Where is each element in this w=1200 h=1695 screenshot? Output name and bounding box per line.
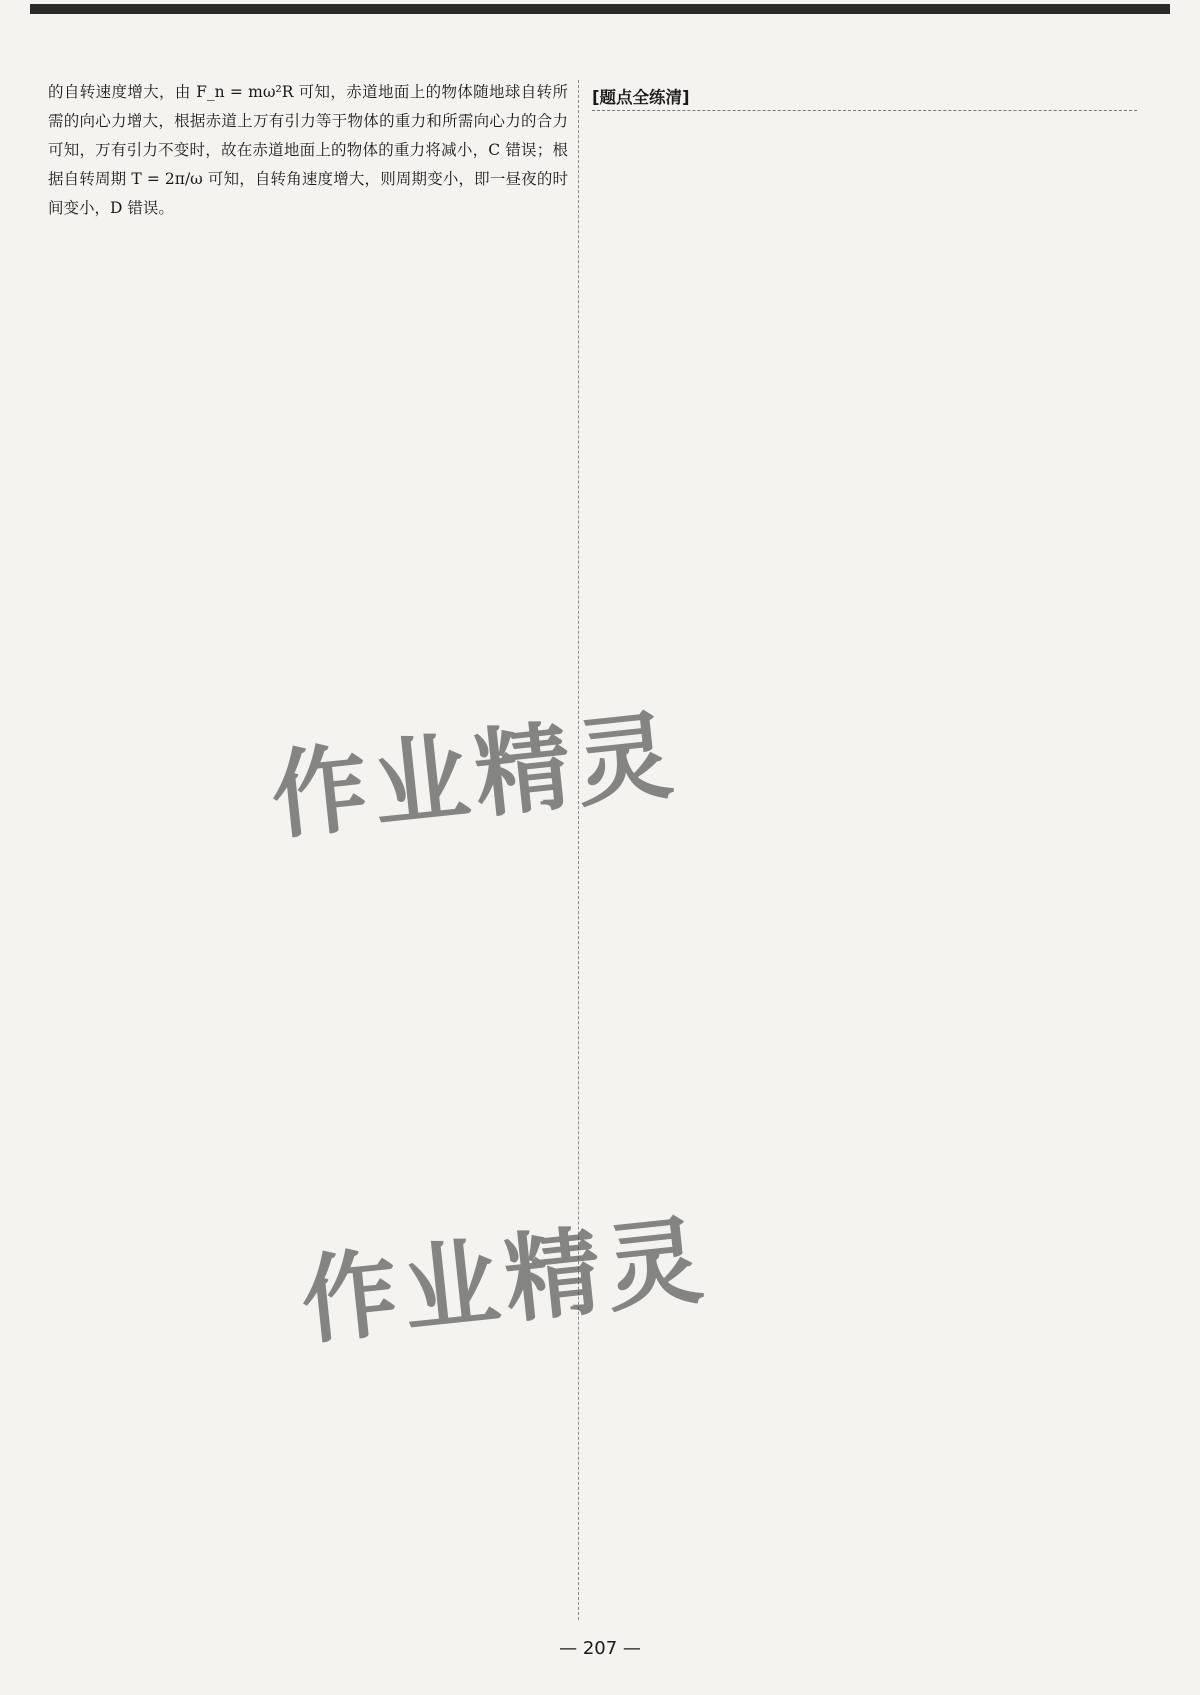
watermark: 作业精灵 (266, 698, 684, 853)
column-divider (578, 80, 579, 1620)
right-column (592, 78, 1137, 119)
watermark: 作业精灵 (296, 1203, 714, 1358)
left-column (48, 78, 568, 233)
page-number: — 207 — (559, 1638, 641, 1659)
top-scan-bar (30, 4, 1170, 14)
heading: [题点全练清] (592, 84, 1137, 111)
paragraph: 的自转速度增大，由 F_n = mω²R 可知，赤道地面上的物体随地球自转所需的向心力增大，根据赤道上万有引力等于物体的重力和所需向心力的合力可知，万有引力不变时，故在赤道地面上的物体的重力将减小，C 错误；根据自转周期 T = 2π/ω 可知，自转角速度增大，则周期变小，即一昼夜的时间变小，D 错误。 (48, 83, 568, 217)
